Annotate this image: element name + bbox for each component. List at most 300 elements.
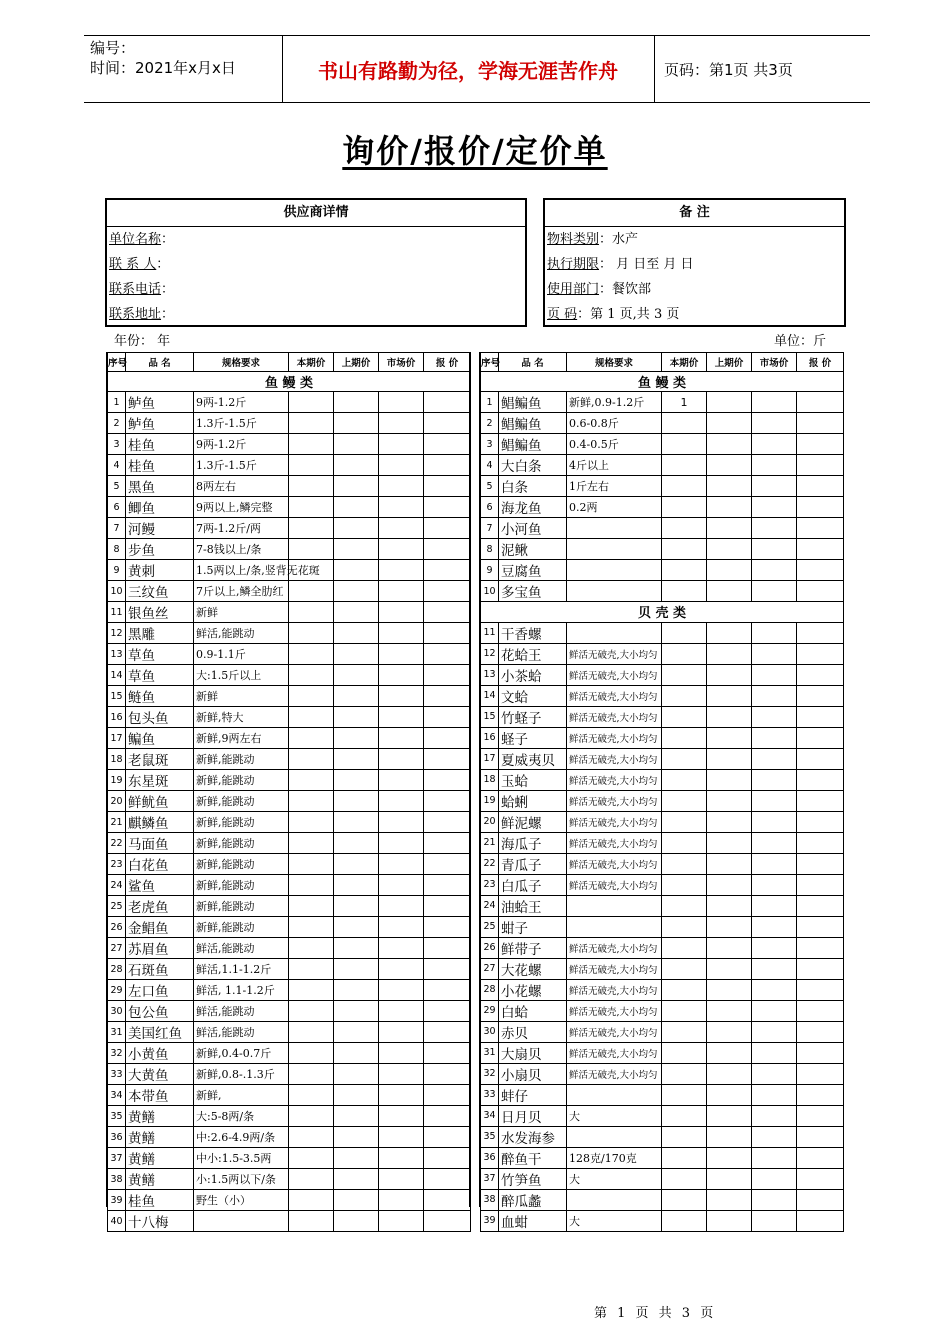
quote-price-cell[interactable] bbox=[424, 1043, 471, 1064]
quote-price-cell[interactable] bbox=[797, 1210, 844, 1231]
last-price-cell[interactable] bbox=[334, 1190, 379, 1211]
market-price-cell[interactable] bbox=[752, 497, 797, 518]
quote-price-cell[interactable] bbox=[797, 476, 844, 497]
market-price-cell[interactable] bbox=[752, 727, 797, 748]
market-price-cell[interactable] bbox=[379, 812, 424, 833]
current-price-cell[interactable] bbox=[662, 937, 707, 958]
current-price-cell[interactable] bbox=[289, 707, 334, 728]
last-price-cell[interactable] bbox=[334, 959, 379, 980]
current-price-cell[interactable] bbox=[662, 539, 707, 560]
market-price-cell[interactable] bbox=[752, 455, 797, 476]
last-price-cell[interactable] bbox=[334, 770, 379, 791]
market-price-cell[interactable] bbox=[379, 917, 424, 938]
market-price-cell[interactable] bbox=[379, 1148, 424, 1169]
current-price-cell[interactable] bbox=[662, 895, 707, 916]
quote-price-cell[interactable] bbox=[797, 392, 844, 413]
last-price-cell[interactable] bbox=[707, 937, 752, 958]
last-price-cell[interactable] bbox=[707, 979, 752, 1000]
current-price-cell[interactable] bbox=[289, 1043, 334, 1064]
current-price-cell[interactable] bbox=[289, 497, 334, 518]
last-price-cell[interactable] bbox=[334, 602, 379, 623]
current-price-cell[interactable] bbox=[662, 1042, 707, 1063]
last-price-cell[interactable] bbox=[334, 581, 379, 602]
last-price-cell[interactable] bbox=[334, 539, 379, 560]
quote-price-cell[interactable] bbox=[797, 937, 844, 958]
quote-price-cell[interactable] bbox=[424, 938, 471, 959]
current-price-cell[interactable] bbox=[662, 1105, 707, 1126]
current-price-cell[interactable]: 1 bbox=[662, 392, 707, 413]
current-price-cell[interactable] bbox=[289, 770, 334, 791]
current-price-cell[interactable] bbox=[662, 476, 707, 497]
last-price-cell[interactable] bbox=[334, 434, 379, 455]
last-price-cell[interactable] bbox=[334, 980, 379, 1001]
market-price-cell[interactable] bbox=[379, 1169, 424, 1190]
current-price-cell[interactable] bbox=[289, 455, 334, 476]
last-price-cell[interactable] bbox=[707, 434, 752, 455]
market-price-cell[interactable] bbox=[379, 896, 424, 917]
market-price-cell[interactable] bbox=[379, 602, 424, 623]
market-price-cell[interactable] bbox=[379, 833, 424, 854]
quote-price-cell[interactable] bbox=[424, 1085, 471, 1106]
quote-price-cell[interactable] bbox=[424, 1190, 471, 1211]
quote-price-cell[interactable] bbox=[797, 958, 844, 979]
market-price-cell[interactable] bbox=[752, 1042, 797, 1063]
market-price-cell[interactable] bbox=[379, 875, 424, 896]
last-price-cell[interactable] bbox=[707, 853, 752, 874]
market-price-cell[interactable] bbox=[379, 581, 424, 602]
current-price-cell[interactable] bbox=[289, 413, 334, 434]
current-price-cell[interactable] bbox=[289, 581, 334, 602]
last-price-cell[interactable] bbox=[334, 833, 379, 854]
current-price-cell[interactable] bbox=[662, 1021, 707, 1042]
market-price-cell[interactable] bbox=[379, 959, 424, 980]
quote-price-cell[interactable] bbox=[424, 791, 471, 812]
market-price-cell[interactable] bbox=[379, 1106, 424, 1127]
last-price-cell[interactable] bbox=[334, 791, 379, 812]
quote-price-cell[interactable] bbox=[424, 1148, 471, 1169]
quote-price-cell[interactable] bbox=[797, 622, 844, 643]
market-price-cell[interactable] bbox=[379, 497, 424, 518]
quote-price-cell[interactable] bbox=[424, 602, 471, 623]
market-price-cell[interactable] bbox=[752, 622, 797, 643]
quote-price-cell[interactable] bbox=[797, 706, 844, 727]
last-price-cell[interactable] bbox=[334, 560, 379, 581]
current-price-cell[interactable] bbox=[662, 853, 707, 874]
last-price-cell[interactable] bbox=[334, 476, 379, 497]
last-price-cell[interactable] bbox=[334, 1043, 379, 1064]
market-price-cell[interactable] bbox=[379, 854, 424, 875]
market-price-cell[interactable] bbox=[752, 1021, 797, 1042]
market-price-cell[interactable] bbox=[379, 476, 424, 497]
last-price-cell[interactable] bbox=[707, 958, 752, 979]
market-price-cell[interactable] bbox=[379, 560, 424, 581]
quote-price-cell[interactable] bbox=[797, 539, 844, 560]
market-price-cell[interactable] bbox=[379, 938, 424, 959]
last-price-cell[interactable] bbox=[707, 1042, 752, 1063]
current-price-cell[interactable] bbox=[662, 811, 707, 832]
current-price-cell[interactable] bbox=[289, 518, 334, 539]
quote-price-cell[interactable] bbox=[424, 833, 471, 854]
current-price-cell[interactable] bbox=[662, 455, 707, 476]
market-price-cell[interactable] bbox=[752, 769, 797, 790]
last-price-cell[interactable] bbox=[334, 707, 379, 728]
current-price-cell[interactable] bbox=[289, 1127, 334, 1148]
quote-price-cell[interactable] bbox=[797, 769, 844, 790]
quote-price-cell[interactable] bbox=[424, 1022, 471, 1043]
market-price-cell[interactable] bbox=[752, 1000, 797, 1021]
market-price-cell[interactable] bbox=[752, 916, 797, 937]
quote-price-cell[interactable] bbox=[424, 1211, 471, 1232]
last-price-cell[interactable] bbox=[334, 1085, 379, 1106]
last-price-cell[interactable] bbox=[707, 622, 752, 643]
last-price-cell[interactable] bbox=[707, 1210, 752, 1231]
market-price-cell[interactable] bbox=[752, 1063, 797, 1084]
market-price-cell[interactable] bbox=[379, 539, 424, 560]
last-price-cell[interactable] bbox=[707, 769, 752, 790]
quote-price-cell[interactable] bbox=[797, 874, 844, 895]
last-price-cell[interactable] bbox=[707, 1084, 752, 1105]
market-price-cell[interactable] bbox=[752, 1084, 797, 1105]
last-price-cell[interactable] bbox=[707, 539, 752, 560]
quote-price-cell[interactable] bbox=[424, 770, 471, 791]
current-price-cell[interactable] bbox=[289, 392, 334, 413]
last-price-cell[interactable] bbox=[707, 727, 752, 748]
quote-price-cell[interactable] bbox=[797, 1168, 844, 1189]
current-price-cell[interactable] bbox=[662, 664, 707, 685]
quote-price-cell[interactable] bbox=[424, 1106, 471, 1127]
current-price-cell[interactable] bbox=[289, 665, 334, 686]
current-price-cell[interactable] bbox=[289, 1106, 334, 1127]
last-price-cell[interactable] bbox=[707, 413, 752, 434]
last-price-cell[interactable] bbox=[707, 1168, 752, 1189]
current-price-cell[interactable] bbox=[662, 727, 707, 748]
current-price-cell[interactable] bbox=[289, 854, 334, 875]
market-price-cell[interactable] bbox=[752, 811, 797, 832]
current-price-cell[interactable] bbox=[662, 622, 707, 643]
current-price-cell[interactable] bbox=[662, 497, 707, 518]
quote-price-cell[interactable] bbox=[797, 916, 844, 937]
current-price-cell[interactable] bbox=[289, 1001, 334, 1022]
last-price-cell[interactable] bbox=[707, 874, 752, 895]
market-price-cell[interactable] bbox=[379, 434, 424, 455]
market-price-cell[interactable] bbox=[379, 1022, 424, 1043]
current-price-cell[interactable] bbox=[289, 980, 334, 1001]
last-price-cell[interactable] bbox=[334, 665, 379, 686]
market-price-cell[interactable] bbox=[379, 1127, 424, 1148]
quote-price-cell[interactable] bbox=[424, 686, 471, 707]
quote-price-cell[interactable] bbox=[797, 413, 844, 434]
market-price-cell[interactable] bbox=[752, 643, 797, 664]
last-price-cell[interactable] bbox=[707, 664, 752, 685]
quote-price-cell[interactable] bbox=[424, 959, 471, 980]
quote-price-cell[interactable] bbox=[797, 1126, 844, 1147]
last-price-cell[interactable] bbox=[334, 644, 379, 665]
quote-price-cell[interactable] bbox=[424, 413, 471, 434]
market-price-cell[interactable] bbox=[752, 958, 797, 979]
market-price-cell[interactable] bbox=[752, 581, 797, 602]
current-price-cell[interactable] bbox=[289, 896, 334, 917]
quote-price-cell[interactable] bbox=[424, 644, 471, 665]
quote-price-cell[interactable] bbox=[797, 455, 844, 476]
market-price-cell[interactable] bbox=[752, 685, 797, 706]
current-price-cell[interactable] bbox=[289, 728, 334, 749]
last-price-cell[interactable] bbox=[334, 518, 379, 539]
quote-price-cell[interactable] bbox=[797, 832, 844, 853]
quote-price-cell[interactable] bbox=[797, 748, 844, 769]
last-price-cell[interactable] bbox=[707, 811, 752, 832]
quote-price-cell[interactable] bbox=[424, 623, 471, 644]
last-price-cell[interactable] bbox=[334, 392, 379, 413]
last-price-cell[interactable] bbox=[707, 1105, 752, 1126]
last-price-cell[interactable] bbox=[707, 476, 752, 497]
last-price-cell[interactable] bbox=[707, 497, 752, 518]
last-price-cell[interactable] bbox=[707, 560, 752, 581]
quote-price-cell[interactable] bbox=[424, 1064, 471, 1085]
quote-price-cell[interactable] bbox=[797, 434, 844, 455]
market-price-cell[interactable] bbox=[752, 895, 797, 916]
quote-price-cell[interactable] bbox=[797, 560, 844, 581]
last-price-cell[interactable] bbox=[334, 854, 379, 875]
quote-price-cell[interactable] bbox=[424, 917, 471, 938]
current-price-cell[interactable] bbox=[662, 979, 707, 1000]
current-price-cell[interactable] bbox=[289, 1211, 334, 1232]
last-price-cell[interactable] bbox=[707, 643, 752, 664]
last-price-cell[interactable] bbox=[707, 895, 752, 916]
last-price-cell[interactable] bbox=[707, 748, 752, 769]
market-price-cell[interactable] bbox=[379, 1001, 424, 1022]
market-price-cell[interactable] bbox=[752, 748, 797, 769]
quote-price-cell[interactable] bbox=[797, 895, 844, 916]
last-price-cell[interactable] bbox=[334, 1148, 379, 1169]
market-price-cell[interactable] bbox=[379, 980, 424, 1001]
current-price-cell[interactable] bbox=[662, 1126, 707, 1147]
current-price-cell[interactable] bbox=[662, 581, 707, 602]
last-price-cell[interactable] bbox=[707, 790, 752, 811]
last-price-cell[interactable] bbox=[334, 1169, 379, 1190]
current-price-cell[interactable] bbox=[662, 769, 707, 790]
last-price-cell[interactable] bbox=[707, 916, 752, 937]
quote-price-cell[interactable] bbox=[424, 518, 471, 539]
last-price-cell[interactable] bbox=[707, 1063, 752, 1084]
current-price-cell[interactable] bbox=[662, 874, 707, 895]
market-price-cell[interactable] bbox=[752, 434, 797, 455]
current-price-cell[interactable] bbox=[289, 539, 334, 560]
current-price-cell[interactable] bbox=[289, 833, 334, 854]
quote-price-cell[interactable] bbox=[797, 1021, 844, 1042]
last-price-cell[interactable] bbox=[707, 832, 752, 853]
quote-price-cell[interactable] bbox=[424, 455, 471, 476]
last-price-cell[interactable] bbox=[334, 1127, 379, 1148]
market-price-cell[interactable] bbox=[379, 623, 424, 644]
last-price-cell[interactable] bbox=[334, 1064, 379, 1085]
market-price-cell[interactable] bbox=[752, 790, 797, 811]
last-price-cell[interactable] bbox=[334, 455, 379, 476]
market-price-cell[interactable] bbox=[752, 979, 797, 1000]
quote-price-cell[interactable] bbox=[797, 1042, 844, 1063]
last-price-cell[interactable] bbox=[707, 1021, 752, 1042]
market-price-cell[interactable] bbox=[379, 707, 424, 728]
last-price-cell[interactable] bbox=[334, 1022, 379, 1043]
quote-price-cell[interactable] bbox=[797, 1147, 844, 1168]
quote-price-cell[interactable] bbox=[424, 707, 471, 728]
market-price-cell[interactable] bbox=[379, 455, 424, 476]
market-price-cell[interactable] bbox=[752, 832, 797, 853]
last-price-cell[interactable] bbox=[707, 1126, 752, 1147]
current-price-cell[interactable] bbox=[289, 812, 334, 833]
market-price-cell[interactable] bbox=[379, 644, 424, 665]
last-price-cell[interactable] bbox=[707, 518, 752, 539]
market-price-cell[interactable] bbox=[752, 1126, 797, 1147]
quote-price-cell[interactable] bbox=[797, 1189, 844, 1210]
current-price-cell[interactable] bbox=[289, 1022, 334, 1043]
current-price-cell[interactable] bbox=[662, 1084, 707, 1105]
market-price-cell[interactable] bbox=[379, 770, 424, 791]
market-price-cell[interactable] bbox=[752, 413, 797, 434]
last-price-cell[interactable] bbox=[334, 1001, 379, 1022]
market-price-cell[interactable] bbox=[379, 728, 424, 749]
market-price-cell[interactable] bbox=[752, 560, 797, 581]
market-price-cell[interactable] bbox=[752, 1147, 797, 1168]
quote-price-cell[interactable] bbox=[797, 790, 844, 811]
quote-price-cell[interactable] bbox=[797, 1105, 844, 1126]
market-price-cell[interactable] bbox=[379, 1064, 424, 1085]
market-price-cell[interactable] bbox=[752, 1210, 797, 1231]
current-price-cell[interactable] bbox=[289, 791, 334, 812]
market-price-cell[interactable] bbox=[752, 664, 797, 685]
last-price-cell[interactable] bbox=[707, 392, 752, 413]
quote-price-cell[interactable] bbox=[424, 896, 471, 917]
current-price-cell[interactable] bbox=[289, 938, 334, 959]
quote-price-cell[interactable] bbox=[424, 1127, 471, 1148]
last-price-cell[interactable] bbox=[707, 1000, 752, 1021]
current-price-cell[interactable] bbox=[662, 706, 707, 727]
current-price-cell[interactable] bbox=[289, 644, 334, 665]
quote-price-cell[interactable] bbox=[424, 728, 471, 749]
market-price-cell[interactable] bbox=[752, 518, 797, 539]
quote-price-cell[interactable] bbox=[797, 685, 844, 706]
last-price-cell[interactable] bbox=[707, 1189, 752, 1210]
current-price-cell[interactable] bbox=[662, 1000, 707, 1021]
last-price-cell[interactable] bbox=[707, 685, 752, 706]
market-price-cell[interactable] bbox=[379, 392, 424, 413]
quote-price-cell[interactable] bbox=[797, 497, 844, 518]
current-price-cell[interactable] bbox=[662, 518, 707, 539]
last-price-cell[interactable] bbox=[707, 1147, 752, 1168]
quote-price-cell[interactable] bbox=[424, 875, 471, 896]
market-price-cell[interactable] bbox=[752, 1168, 797, 1189]
current-price-cell[interactable] bbox=[662, 1168, 707, 1189]
market-price-cell[interactable] bbox=[379, 413, 424, 434]
current-price-cell[interactable] bbox=[662, 434, 707, 455]
market-price-cell[interactable] bbox=[379, 1211, 424, 1232]
quote-price-cell[interactable] bbox=[797, 727, 844, 748]
quote-price-cell[interactable] bbox=[424, 812, 471, 833]
current-price-cell[interactable] bbox=[289, 749, 334, 770]
market-price-cell[interactable] bbox=[752, 392, 797, 413]
quote-price-cell[interactable] bbox=[797, 979, 844, 1000]
last-price-cell[interactable] bbox=[334, 917, 379, 938]
current-price-cell[interactable] bbox=[289, 1085, 334, 1106]
last-price-cell[interactable] bbox=[334, 686, 379, 707]
quote-price-cell[interactable] bbox=[424, 581, 471, 602]
market-price-cell[interactable] bbox=[752, 874, 797, 895]
market-price-cell[interactable] bbox=[752, 539, 797, 560]
last-price-cell[interactable] bbox=[334, 1211, 379, 1232]
market-price-cell[interactable] bbox=[752, 706, 797, 727]
current-price-cell[interactable] bbox=[662, 685, 707, 706]
quote-price-cell[interactable] bbox=[797, 1000, 844, 1021]
quote-price-cell[interactable] bbox=[797, 664, 844, 685]
market-price-cell[interactable] bbox=[752, 937, 797, 958]
last-price-cell[interactable] bbox=[334, 938, 379, 959]
current-price-cell[interactable] bbox=[662, 560, 707, 581]
last-price-cell[interactable] bbox=[334, 1106, 379, 1127]
quote-price-cell[interactable] bbox=[797, 518, 844, 539]
last-price-cell[interactable] bbox=[707, 581, 752, 602]
quote-price-cell[interactable] bbox=[424, 539, 471, 560]
current-price-cell[interactable] bbox=[289, 1064, 334, 1085]
current-price-cell[interactable] bbox=[662, 958, 707, 979]
current-price-cell[interactable] bbox=[662, 1189, 707, 1210]
current-price-cell[interactable] bbox=[289, 602, 334, 623]
last-price-cell[interactable] bbox=[334, 497, 379, 518]
current-price-cell[interactable] bbox=[289, 686, 334, 707]
quote-price-cell[interactable] bbox=[424, 854, 471, 875]
market-price-cell[interactable] bbox=[379, 1043, 424, 1064]
current-price-cell[interactable] bbox=[289, 476, 334, 497]
last-price-cell[interactable] bbox=[334, 623, 379, 644]
last-price-cell[interactable] bbox=[334, 812, 379, 833]
quote-price-cell[interactable] bbox=[424, 1001, 471, 1022]
quote-price-cell[interactable] bbox=[424, 392, 471, 413]
market-price-cell[interactable] bbox=[379, 1085, 424, 1106]
quote-price-cell[interactable] bbox=[797, 581, 844, 602]
current-price-cell[interactable] bbox=[662, 643, 707, 664]
quote-price-cell[interactable] bbox=[424, 434, 471, 455]
market-price-cell[interactable] bbox=[379, 791, 424, 812]
quote-price-cell[interactable] bbox=[797, 811, 844, 832]
current-price-cell[interactable] bbox=[289, 959, 334, 980]
quote-price-cell[interactable] bbox=[797, 1084, 844, 1105]
quote-price-cell[interactable] bbox=[424, 665, 471, 686]
current-price-cell[interactable] bbox=[289, 1190, 334, 1211]
last-price-cell[interactable] bbox=[334, 896, 379, 917]
current-price-cell[interactable] bbox=[662, 413, 707, 434]
quote-price-cell[interactable] bbox=[424, 980, 471, 1001]
quote-price-cell[interactable] bbox=[797, 643, 844, 664]
current-price-cell[interactable] bbox=[662, 790, 707, 811]
quote-price-cell[interactable] bbox=[797, 853, 844, 874]
quote-price-cell[interactable] bbox=[424, 497, 471, 518]
market-price-cell[interactable] bbox=[752, 1105, 797, 1126]
market-price-cell[interactable] bbox=[379, 665, 424, 686]
current-price-cell[interactable] bbox=[662, 916, 707, 937]
market-price-cell[interactable] bbox=[752, 853, 797, 874]
market-price-cell[interactable] bbox=[379, 518, 424, 539]
quote-price-cell[interactable] bbox=[424, 1169, 471, 1190]
market-price-cell[interactable] bbox=[379, 749, 424, 770]
current-price-cell[interactable] bbox=[289, 1169, 334, 1190]
quote-price-cell[interactable] bbox=[797, 1063, 844, 1084]
quote-price-cell[interactable] bbox=[424, 476, 471, 497]
market-price-cell[interactable] bbox=[752, 476, 797, 497]
last-price-cell[interactable] bbox=[707, 706, 752, 727]
last-price-cell[interactable] bbox=[334, 875, 379, 896]
last-price-cell[interactable] bbox=[334, 749, 379, 770]
current-price-cell[interactable] bbox=[289, 623, 334, 644]
last-price-cell[interactable] bbox=[334, 728, 379, 749]
current-price-cell[interactable] bbox=[289, 917, 334, 938]
